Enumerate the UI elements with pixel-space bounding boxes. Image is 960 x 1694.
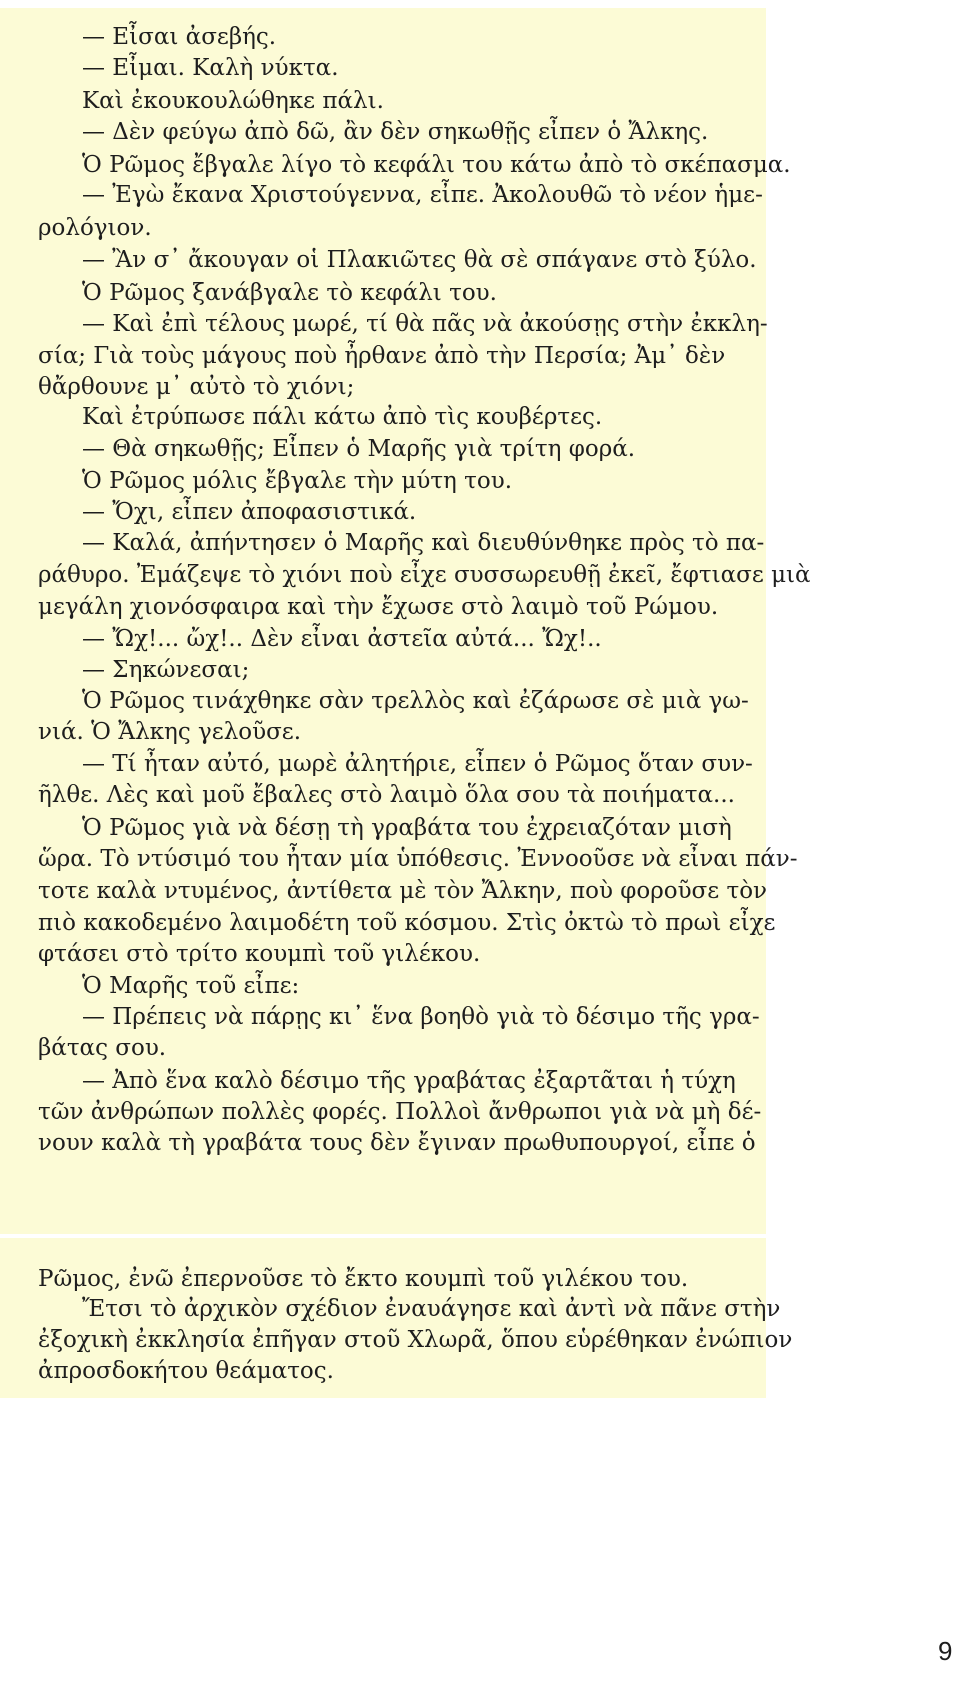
text-line: ὥρα. Τὸ ντύσιμό του ἦταν μία ὑπόθεσις. Ἐννοοῦσε νὰ εἶναι πάν- xyxy=(38,846,798,872)
text-line: τοτε καλὰ ντυμένος, ἀντίθετα μὲ τὸν Ἄλκην, ποὺ φοροῦσε τὸν xyxy=(38,878,768,904)
text-line: — Εἶμαι. Καλὴ νύκτα. xyxy=(82,55,339,81)
text-line: ρολόγιον. xyxy=(38,215,152,241)
text-line: φτάσει στὸ τρίτο κουμπὶ τοῦ γιλέκου. xyxy=(38,941,481,967)
text-line: — Τί ἦταν αὐτό, μωρὲ ἀλητήριε, εἶπεν ὁ Ρῶμος ὅταν συν- xyxy=(82,751,753,777)
text-line: — Καὶ ἐπὶ τέλους μωρέ, τί θὰ πᾶς νὰ ἀκούσῃς στὴν ἐκκλη- xyxy=(82,311,768,337)
text-line: — Θὰ σηκωθῇς; Εἶπεν ὁ Μαρῆς γιὰ τρίτη φορά. xyxy=(82,436,636,462)
text-line: Ὁ Ρῶμος μόλις ἔβγαλε τὴν μύτη του. xyxy=(82,468,513,494)
text-line: — Ἂν σ᾽ ἄκουγαν οἱ Πλακιῶτες θὰ σὲ σπάγανε στὸ ξύλο. xyxy=(82,247,757,273)
text-line: Ὁ Ρῶμος ἔβγαλε λίγο τὸ κεφάλι του κάτω ἀπὸ τὸ σκέπασμα. xyxy=(82,152,791,178)
text-line: — Σηκώνεσαι; xyxy=(82,657,250,683)
text-line: Ἔτσι τὸ ἀρχικὸν σχέδιον ἐναυάγησε καὶ ἀντὶ νὰ πᾶνε στὴν xyxy=(82,1296,781,1322)
text-line: πιὸ κακοδεμένο λαιμοδέτη τοῦ κόσμου. Στὶς ὀκτὼ τὸ πρωὶ εἶχε xyxy=(38,910,776,936)
text-line: ῆλθε. Λὲς καὶ μοῦ ἔβαλες στὸ λαιμὸ ὅλα σου τὰ ποιήματα... xyxy=(38,782,735,808)
text-line: σία; Γιὰ τοὺς μάγους ποὺ ἦρθανε ἀπὸ τὴν Περσία; Ἀμ᾽ δὲν xyxy=(38,343,726,369)
text-line: Καὶ ἐτρύπωσε πάλι κάτω ἀπὸ τὶς κουβέρτες. xyxy=(82,404,603,430)
text-line: — Καλά, ἀπήντησεν ὁ Μαρῆς καὶ διευθύνθηκε πρὸς τὸ πα- xyxy=(82,530,765,556)
text-line: — Ὄχι, εἶπεν ἀποφασιστικά. xyxy=(82,499,417,525)
text-line: ἀπροσδοκήτου θεάματος. xyxy=(38,1358,334,1384)
text-line: μεγάλη χιονόσφαιρα καὶ τὴν ἔχωσε στὸ λαιμὸ τοῦ Ρώμου. xyxy=(38,594,719,620)
text-line: τῶν ἀνθρώπων πολλὲς φορές. Πολλοὶ ἄνθρωποι γιὰ νὰ μὴ δέ- xyxy=(38,1099,762,1125)
text-line: — Εἶσαι ἀσεβής. xyxy=(82,24,277,50)
text-line: — Ὤχ!... ὤχ!.. Δὲν εἶναι ἀστεῖα αὐτά... Ὤχ!.. xyxy=(82,626,602,652)
text-line: Ὁ Ρῶμος γιὰ νὰ δέσῃ τὴ γραβάτα του ἐχρειαζόταν μισὴ xyxy=(82,815,732,841)
text-line: θἄρθουνε μ᾽ αὐτὸ τὸ χιόνι; xyxy=(38,374,355,400)
text-line: ἐξοχικὴ ἐκκλησία ἐπῆγαν στοῦ Χλωρᾶ, ὅπου εὑρέθηκαν ἐνώπιον xyxy=(38,1327,793,1353)
text-line: — Ἐγὼ ἔκανα Χριστούγεννα, εἶπε. Ἀκολουθῶ τὸ νέον ἡμε- xyxy=(82,182,763,208)
text-line: Ὁ Ρῶμος τινάχθηκε σὰν τρελλὸς καὶ ἐζάρωσε σὲ μιὰ γω- xyxy=(82,688,749,714)
text-line: νουν καλὰ τὴ γραβάτα τους δὲν ἔγιναν πρωθυπουργοί, εἶπε ὁ xyxy=(38,1130,756,1156)
text-line: — Πρέπεις νὰ πάρῃς κι᾽ ἕνα βοηθὸ γιὰ τὸ δέσιμο τῆς γρα- xyxy=(82,1004,760,1030)
text-line: βάτας σου. xyxy=(38,1035,167,1061)
page-number: 9 xyxy=(938,1636,953,1666)
text-line: — Ἀπὸ ἕνα καλὸ δέσιμο τῆς γραβάτας ἐξαρτᾶται ἡ τύχη xyxy=(82,1068,736,1094)
text-line: Ρῶμος, ἐνῶ ἐπερνοῦσε τὸ ἔκτο κουμπὶ τοῦ γιλέκου του. xyxy=(38,1266,689,1292)
text-line: Ὁ Ρῶμος ξανάβγαλε τὸ κεφάλι του. xyxy=(82,280,497,306)
text-line: νιά. Ὁ Ἄλκης γελοῦσε. xyxy=(38,719,302,745)
text-line: Καὶ ἐκουκουλώθηκε πάλι. xyxy=(82,88,384,114)
text-line: — Δὲν φεύγω ἀπὸ δῶ, ἂν δὲν σηκωθῇς εἶπεν ὁ Ἄλκης. xyxy=(82,119,709,145)
text-line: Ὁ Μαρῆς τοῦ εἶπε: xyxy=(82,973,300,999)
text-line: ράθυρο. Ἐμάζεψε τὸ χιόνι ποὺ εἶχε συσσωρευθῇ ἐκεῖ, ἔφτιασε μιὰ xyxy=(38,562,811,588)
